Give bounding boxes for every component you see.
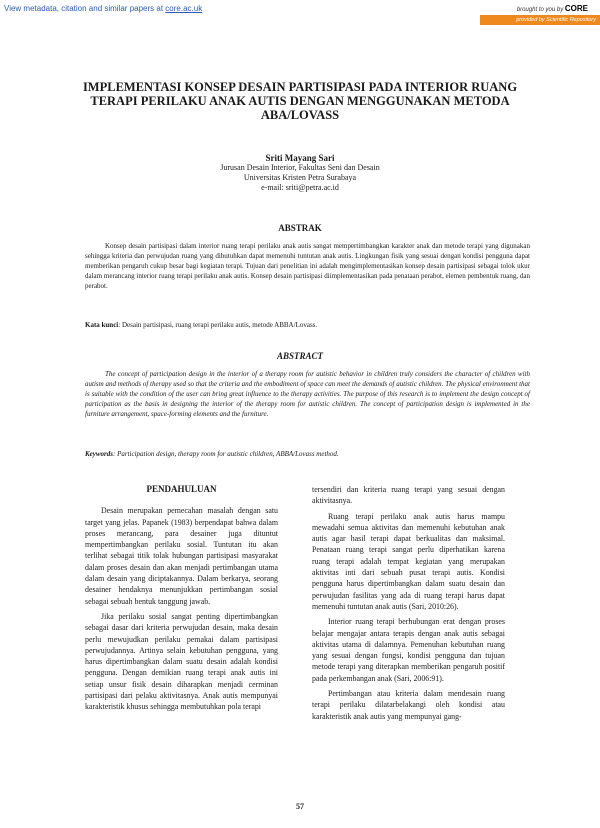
core-logo[interactable]: CORE [564, 4, 588, 13]
right-column [312, 484, 505, 726]
right-paragraph: tersendiri dan kriteria ruang terapi yang sesuai dengan aktivitasnya. [312, 485, 505, 506]
abstrak-keywords-label: Kata kunci [85, 321, 119, 329]
paper-title: IMPLEMENTASI KONSEP DESAIN PARTISIPASI PADA INTERIOR RUANG TERAPI PERILAKU ANAK AUTIS DENGAN MENGGUNAKAN METODA ABA/LOVASS [82, 80, 518, 122]
right-paragraph: Interior ruang terapi berhubungan erat dengan proses belajar mengajar antara terapis dengan anak autis sebagai aktivitas utama di dalamnya. Pemenuhan kebutuhan ruang yang sesuai dengan fungsi, kondisi pengguna dan tujuan metode terapi yang diterapkan memberikan pengaruh positif pada perkembangan anak (Sari, 2006:91). [312, 617, 505, 683]
left-paragraph: Jika perilaku sosial sangat penting dipertimbangkan sebagai dasar dari kriteria perwujudan desain, maka desain perlu mewujudkan perilaku pemakai dalam partisipasi perwujudannya. Artinya selain kebutuhan pengguna, yang harus dipertimbangkan dalam suatu desain adalah kondisi pengguna. Dengan demikian ruang terapi anak autis ini setiap unsur fisik desain diharapkan menjadi cerminan partisipasi dari pelaku aktivitasnya. Anak autis mempunyai karakteristik khusus sehingga membutuhkan pola terapi [85, 611, 278, 712]
core-link-text: View metadata, citation and similar papers at [4, 4, 166, 13]
abstract-keywords-text: : Participation design, therapy room for autistic children, ABBA/Lovass method. [113, 450, 339, 458]
abstract-text: The concept of participation design in the interior of a therapy room for autistic behavior in children truly considers the character of children with autism and methods of therapy used so that the criteria and the embodiment of space can meet the demands of autistic children. The physical environment that is suitable with the condition of the user can bring great influence to the therapy activities. The purpose of this research is to implement the design concept of participation as the basis in designing the interior of the therapy room for autistic children. The concept of participation design is implemented in the furniture arrangement, space-forming elements and the furniture. [85, 370, 530, 418]
author-name: Sriti Mayang Sari [265, 153, 335, 163]
author-affiliation-1: Jurusan Desain Interior, Fakultas Seni dan Desain [220, 163, 380, 172]
author-affiliation-2: Universitas Kristen Petra Surabaya [243, 173, 357, 182]
section-heading-pendahuluan: PENDAHULUAN [146, 484, 217, 494]
abstrak-keywords [85, 320, 530, 330]
left-column [85, 484, 278, 717]
abstract-heading: ABSTRACT [276, 351, 323, 361]
provided-by-text: provided by Scientific Repository [516, 17, 596, 23]
provided-by-bar [480, 15, 600, 25]
author-block [150, 153, 450, 193]
page-number: 57 [296, 802, 304, 811]
core-link-domain[interactable]: core.ac.uk [165, 4, 203, 13]
abstract-keywords-label: Keywords [85, 450, 113, 458]
brought-by-text: brought to you by [516, 7, 564, 13]
right-paragraph: Ruang terapi perilaku anak autis harus mampu mewadahi semua aktivitas dan memenuhi kebutuhan anak autis agar hasil terapi dapat berkualitas dan maksimal. Penataan ruang terapi sangat perlu diperhatikan karena ruang terapi adalah tempat kegiatan yang merupakan aktivitas inti dari sebuah pusat terapi autis. Kondisi pengguna harus dipertimbangkan dalam suatu desain dan perwujudan fasilitas yang ada di ruang terapi harus dapat memenuhi tuntutan anak autis (Sari, 2010:26). [312, 511, 505, 611]
left-paragraph: Desain merupakan pemecahan masalah dengan satu target yang jelas. Papanek (1983) berpendapat bahwa dalam proses merancang, para desainer juga dituntut mempertimbangkan perilaku sosial. Tuntutan itu akan terlihat sebagai titik tolak hubungan partisipasi masyarakat dalam proses desain dan akan menjadi pertimbangan utama dalam desain yang diciptakannya. Dalam berkarya, seorang desainer hendaknya menunjukkan pertimbangan sosial sebagai sebuah bentuk tanggung jawab. [85, 506, 278, 606]
right-paragraph: Pertimbangan atau kriteria dalam mendesain ruang terapi perilaku dilatarbelakangi oleh kondisi atau karakteristik anak autis yang mempunyai gang- [312, 689, 505, 721]
brought-by [517, 4, 588, 13]
abstract-keywords [85, 449, 530, 459]
core-banner [0, 0, 600, 26]
core-metadata-link[interactable] [4, 4, 202, 13]
abstrak-keywords-text: : Desain partisipasi, ruang terapi perilaku autis, metode ABBA/Lovass. [118, 321, 318, 329]
abstrak-text: Konsep desain partisipasi dalam interior ruang terapi perilaku anak autis sangat mempertimbangkan karakter anak dan metode terapi yang digunakan sehingga kriteria dan perwujudan ruang yang dibutuhkan dapat memenuhi tuntutan anak autis. Lingkungan fisik yang sesuai dengan kondisi pengguna dapat memberikan pengaruh cukup besar bagi kegiatan terapi. Tujuan dari penelitian ini adalah mengimplementasikan konsep desain partisipasi sebagai tolok ukur dalam merancang interior ruang terapi perilaku anak autis. Konsep desain partisipasi diimplementasikan pada penataan perabot, elemen pembentuk ruang, dan perabot. [85, 242, 530, 290]
author-email: e-mail: sriti@petra.ac.id [261, 183, 339, 192]
abstrak-heading: ABSTRAK [278, 223, 322, 233]
